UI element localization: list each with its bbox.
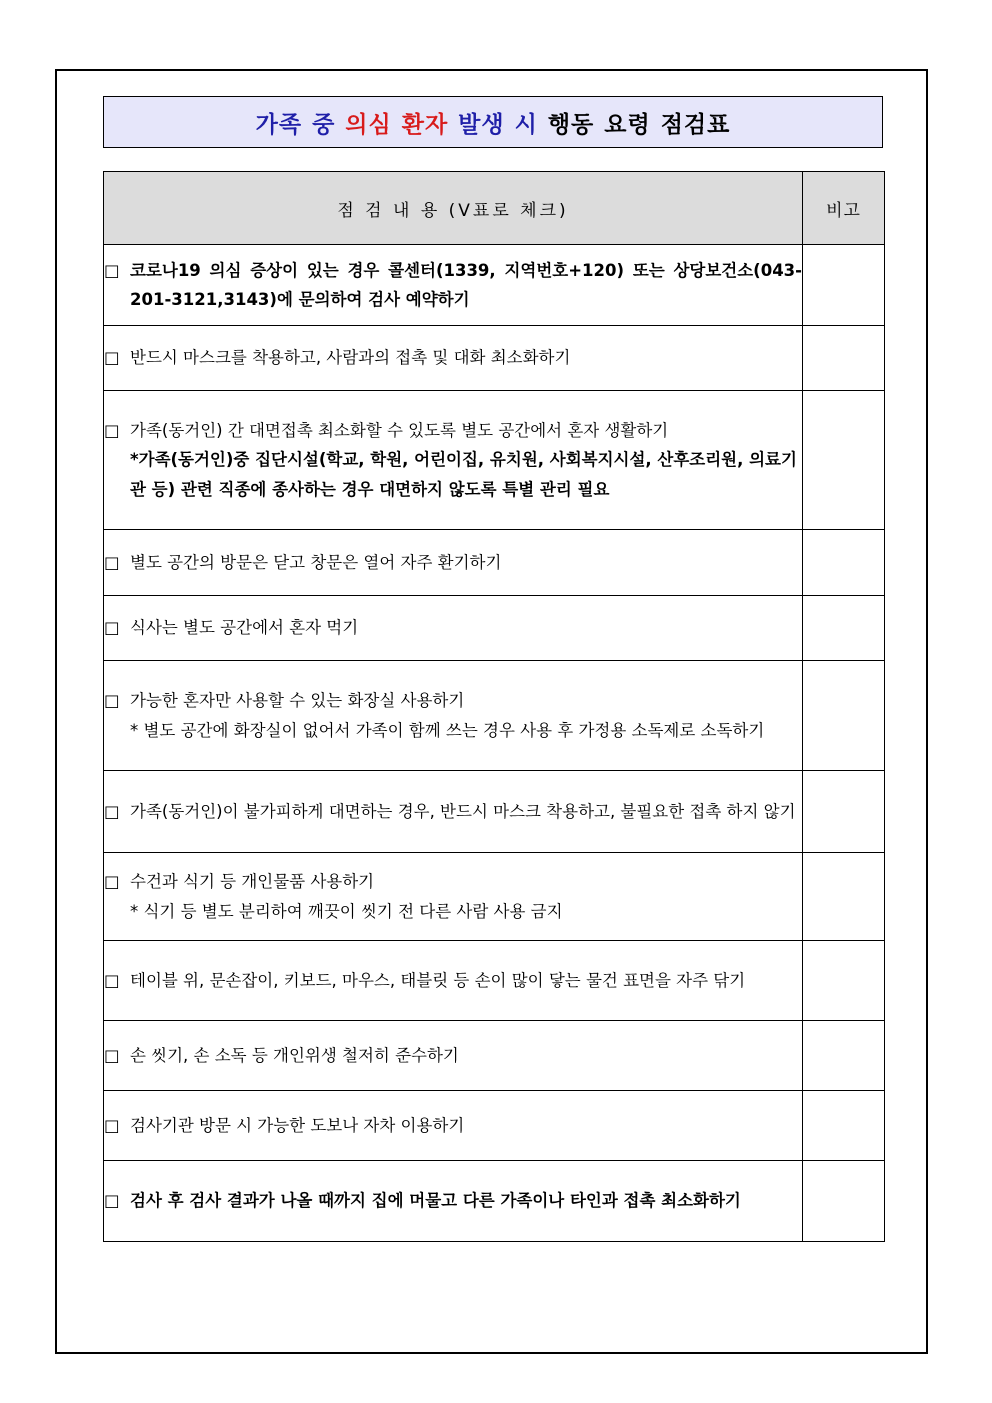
checkbox-icon[interactable]: □	[104, 1191, 120, 1211]
check-item	[104, 530, 803, 596]
title-word: 환자	[401, 111, 449, 138]
header-check-content: 점 검 내 용 (V표로 체크)	[104, 172, 803, 245]
title-word: 의심	[345, 111, 392, 138]
checkbox-icon[interactable]: □	[104, 618, 120, 638]
item-note: *가족(동거인)중 집단시설(학교, 학원, 어린이집, 유치원, 사회복지시설, 산후조리원, 의료기관 등) 관련 직종에 종사하는 경우 대면하지 않도록 특별 관리 필요	[130, 450, 797, 499]
remarks-cell[interactable]	[803, 771, 885, 853]
checkbox-icon[interactable]: □	[104, 348, 120, 368]
checkbox-icon[interactable]: □	[104, 420, 120, 440]
item-text: 가능한 혼자만 사용할 수 있는 화장실 사용하기	[130, 691, 465, 710]
header-remarks: 비고	[803, 172, 885, 245]
remarks-cell[interactable]	[803, 1021, 885, 1091]
title-word: 가족	[255, 111, 303, 138]
checkbox-icon[interactable]: □	[104, 801, 120, 821]
remarks-cell[interactable]	[803, 1091, 885, 1161]
remarks-cell[interactable]	[803, 853, 885, 941]
check-item	[104, 1021, 803, 1091]
table-row	[104, 326, 885, 391]
title-word: 발생	[458, 111, 505, 138]
item-text: 반드시 마스크를 착용하고, 사람과의 접촉 및 대화 최소화하기	[130, 348, 571, 368]
table-row	[104, 245, 885, 326]
check-item	[104, 326, 803, 391]
table-row	[104, 661, 885, 771]
item-text: 검사기관 방문 시 가능한 도보나 자차 이용하기	[130, 1115, 465, 1135]
checklist-table	[103, 171, 885, 1242]
item-text: 코로나19 의심 증상이 있는 경우 콜센터(1339, 지역번호+120) 또는 상당보건소(043-201-3121,3143)에 문의하여 검사 예약하기	[130, 260, 802, 309]
title-word: 시	[514, 111, 538, 138]
item-text: 식사는 별도 공간에서 혼자 먹기	[130, 618, 359, 638]
checkbox-icon[interactable]: □	[104, 260, 120, 280]
check-item	[104, 1091, 803, 1161]
title-word: 점검표	[660, 111, 731, 138]
item-note: * 식기 등 별도 분리하여 깨끗이 씻기 전 다른 사람 사용 금지	[130, 901, 563, 921]
check-item	[104, 245, 803, 326]
checkbox-icon[interactable]: □	[104, 1115, 120, 1135]
title-word: 행동	[547, 111, 595, 138]
item-note: * 별도 공간에 화장실이 없어서 가족이 함께 쓰는 경우 사용 후 가정용 소독제로 소독하기	[130, 720, 765, 740]
title-word: 중	[312, 111, 336, 138]
item-text: 손 씻기, 손 소독 등 개인위생 철저히 준수하기	[130, 1045, 459, 1065]
check-item	[104, 853, 803, 941]
checkbox-icon[interactable]: □	[104, 552, 120, 572]
item-text: 테이블 위, 문손잡이, 키보드, 마우스, 태블릿 등 손이 많이 닿는 물건 표면을 자주 닦기	[130, 970, 746, 990]
item-text: 가족(동거인) 간 대면접촉 최소화할 수 있도록 별도 공간에서 혼자 생활하기	[130, 420, 669, 440]
table-row	[104, 530, 885, 596]
table-row	[104, 1091, 885, 1161]
checkbox-icon[interactable]: □	[104, 970, 120, 990]
item-text: 검사 후 검사 결과가 나올 때까지 집에 머물고 다른 가족이나 타인과 접촉 최소화하기	[130, 1191, 741, 1211]
checkbox-icon[interactable]: □	[104, 872, 120, 891]
checkbox-icon[interactable]: □	[104, 1045, 120, 1065]
table-row	[104, 1021, 885, 1091]
check-item	[104, 941, 803, 1021]
check-item	[104, 771, 803, 853]
page-title	[103, 96, 883, 148]
remarks-cell[interactable]	[803, 1161, 885, 1242]
check-item	[104, 391, 803, 530]
remarks-cell[interactable]	[803, 596, 885, 661]
remarks-cell[interactable]	[803, 391, 885, 530]
table-header-row	[104, 172, 885, 245]
check-item	[104, 661, 803, 771]
table-row	[104, 853, 885, 941]
remarks-cell[interactable]	[803, 941, 885, 1021]
title-word: 요령	[604, 111, 651, 138]
remarks-cell[interactable]	[803, 530, 885, 596]
table-row	[104, 771, 885, 853]
check-item	[104, 1161, 803, 1242]
table-row	[104, 391, 885, 530]
table-row	[104, 941, 885, 1021]
table-row	[104, 1161, 885, 1242]
remarks-cell[interactable]	[803, 326, 885, 391]
item-text: 수건과 식기 등 개인물품 사용하기	[130, 872, 375, 891]
table-row	[104, 596, 885, 661]
item-text: 가족(동거인)이 불가피하게 대면하는 경우, 반드시 마스크 착용하고, 불필요한 접촉 하지 않기	[130, 801, 796, 821]
item-text: 별도 공간의 방문은 닫고 창문은 열어 자주 환기하기	[130, 552, 502, 572]
remarks-cell[interactable]	[803, 661, 885, 771]
checkbox-icon[interactable]: □	[104, 691, 120, 710]
check-item	[104, 596, 803, 661]
remarks-cell[interactable]	[803, 245, 885, 326]
